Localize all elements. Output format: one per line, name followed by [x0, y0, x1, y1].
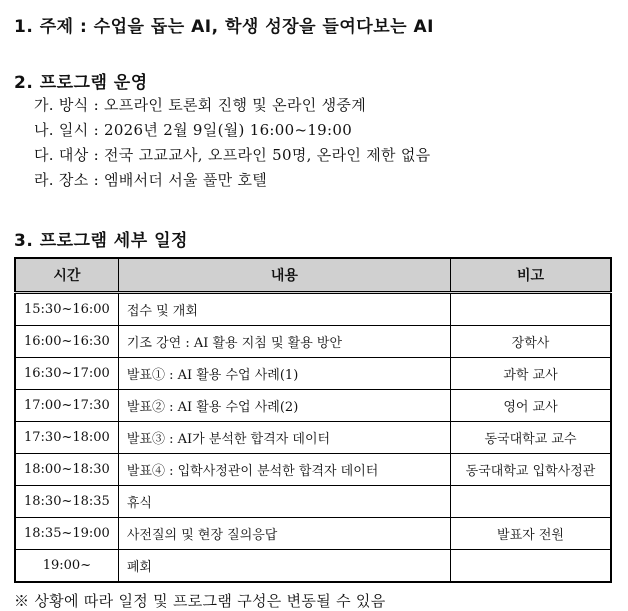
- row-time: 18:35~19:00: [15, 518, 118, 550]
- row-content: 접수 및 개회: [118, 293, 450, 326]
- operation-item-audience: 다. 대상 : 전국 고교교사, 오프라인 50명, 온라인 제한 없음: [34, 146, 431, 164]
- operation-item-method: 가. 방식 : 오프라인 토론회 진행 및 온라인 생중계: [34, 96, 366, 114]
- row-content: 폐회: [118, 550, 450, 583]
- row-time: 17:30~18:00: [15, 422, 118, 454]
- schedule-header-row: [15, 258, 611, 293]
- row-note: [451, 293, 612, 326]
- table-row: [15, 422, 611, 454]
- table-row: [15, 358, 611, 390]
- row-note: 영어 교사: [451, 390, 612, 422]
- row-time: 15:30~16:00: [15, 293, 118, 326]
- table-row: [15, 293, 611, 326]
- footer-note: ※ 상황에 따라 일정 및 프로그램 구성은 변동될 수 있음: [14, 592, 386, 610]
- header-content: 내용: [118, 258, 450, 293]
- operation-list: [34, 94, 430, 194]
- row-content: 발표④ : 입학사정관이 분석한 합격자 데이터: [118, 454, 450, 486]
- table-row: [15, 486, 611, 518]
- row-note: [451, 486, 612, 518]
- row-content: 사전질의 및 현장 질의응답: [118, 518, 450, 550]
- table-row: [15, 454, 611, 486]
- row-time: 19:00~: [15, 550, 118, 583]
- section-title-topic: 1. 주제 : 수업을 돕는 AI, 학생 성장을 들여다보는 AI: [14, 17, 434, 37]
- row-time: 16:00~16:30: [15, 326, 118, 358]
- row-note: 동국대학교 입학사정관: [451, 454, 612, 486]
- header-time: 시간: [15, 258, 118, 293]
- row-time: 16:30~17:00: [15, 358, 118, 390]
- section-title-operation: 2. 프로그램 운영: [14, 73, 148, 93]
- row-note: 발표자 전원: [451, 518, 612, 550]
- header-note: 비고: [451, 258, 612, 293]
- table-row: [15, 518, 611, 550]
- row-note: 장학사: [451, 326, 612, 358]
- table-row: [15, 390, 611, 422]
- row-note: [451, 550, 612, 583]
- row-note: 과학 교사: [451, 358, 612, 390]
- row-content: 기조 강연 : AI 활용 지침 및 활용 방안: [118, 326, 450, 358]
- row-content: 발표③ : AI가 분석한 합격자 데이터: [118, 422, 450, 454]
- row-time: 18:30~18:35: [15, 486, 118, 518]
- row-note: 동국대학교 교수: [451, 422, 612, 454]
- row-content: 발표② : AI 활용 수업 사례(2): [118, 390, 450, 422]
- row-time: 18:00~18:30: [15, 454, 118, 486]
- section-title-schedule: 3. 프로그램 세부 일정: [14, 231, 188, 251]
- schedule-table: [14, 257, 612, 583]
- operation-item-datetime: 나. 일시 : 2026년 2월 9일(월) 16:00~19:00: [34, 121, 353, 139]
- row-content: 발표① : AI 활용 수업 사례(1): [118, 358, 450, 390]
- row-time: 17:00~17:30: [15, 390, 118, 422]
- row-content: 휴식: [118, 486, 450, 518]
- table-row: [15, 326, 611, 358]
- table-row: [15, 550, 611, 583]
- operation-item-venue: 라. 장소 : 엠배서더 서울 풀만 호텔: [34, 171, 268, 189]
